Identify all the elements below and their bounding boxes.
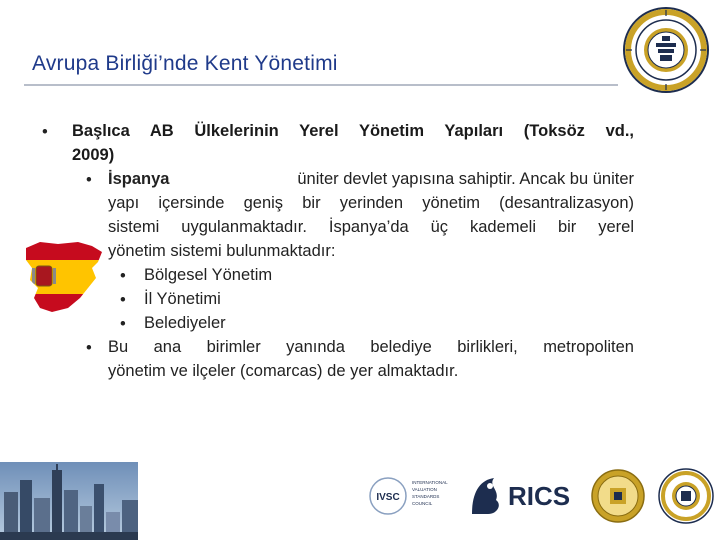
sub-bullet-regional: Bölgesel Yönetim [144, 266, 273, 284]
bullet-marker: • [86, 339, 92, 357]
bullet-marker: • [120, 267, 126, 285]
footer-logos [360, 462, 720, 540]
rics-logo [466, 474, 570, 518]
sub-bullet-provincial: İl Yönetimi [144, 290, 221, 308]
ivsc-text: IVSC [376, 492, 400, 503]
spain-line1-rest: üniter devlet yapısına sahiptir. Ancak bu üniter [292, 170, 634, 188]
bu-line1: Bu ana birimler yanında belediye birlikleri, metropoliten [108, 338, 634, 356]
ivsc-caption-2: VALUATION [412, 487, 437, 492]
ivsc-logo [370, 478, 448, 514]
ivsc-caption-3: STANDARDS [412, 494, 440, 499]
main-bullet-line2: 2009) [72, 146, 115, 164]
ivsc-caption-4: COUNCIL [412, 501, 433, 506]
spain-line3: sistemi uygulanmaktadır. İspanya’da üç kademeli bir yerel [108, 218, 634, 236]
spain-line2: yapı içersinde geniş bir yerinden yönetim (desantralizasyon) [108, 194, 634, 212]
sub-bullet-municipal: Belediyeler [144, 314, 226, 332]
bullet-marker: • [86, 171, 92, 189]
university-seal-small-logo [659, 469, 713, 523]
city-skyline-image [0, 462, 138, 540]
spain-name: İspanya [108, 170, 170, 188]
ivsc-caption-1: INTERNATIONAL [412, 480, 448, 485]
bullet-marker: • [120, 315, 126, 333]
slide-title: Avrupa Birliği’nde Kent Yönetimi [32, 52, 338, 75]
gold-crest-logo [592, 470, 644, 522]
rics-text: RICS [508, 481, 571, 511]
bullet-marker: • [120, 291, 126, 309]
spain-line1 [108, 170, 634, 189]
bu-line2: yönetim ve ilçeler (comarcas) de yer almaktadır. [108, 362, 459, 380]
main-bullet-line1: Başlıca AB Ülkelerinin Yerel Yönetim Yapıları (Toksöz vd., [72, 122, 634, 140]
spain-line4: yönetim sistemi bulunmaktadır: [108, 242, 336, 260]
bullet-marker: • [42, 123, 48, 141]
